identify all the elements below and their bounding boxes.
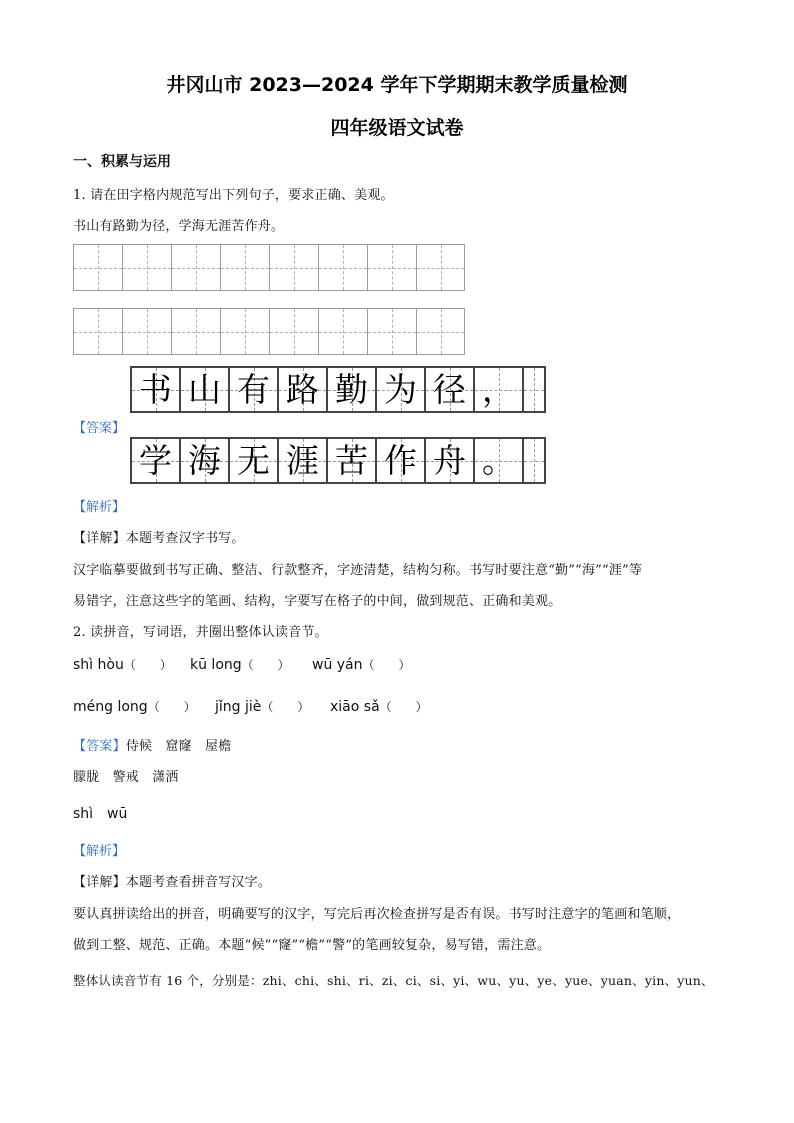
pinyin-item — [312, 656, 411, 673]
answer-cell: 径 — [424, 366, 473, 413]
pinyin-text: xiāo sǎ — [330, 699, 380, 715]
explanation-paragraph: 要认真拼读给出的拼音，明确要写的汉字，写完后再次检查拼写是否有误。书写时注意字的笔画和笔顺， — [73, 907, 681, 922]
grid-cell[interactable] — [367, 308, 416, 355]
grid-cell[interactable] — [122, 308, 171, 355]
answer-cell: 山 — [179, 366, 228, 413]
writing-grid-row-2[interactable] — [73, 308, 465, 355]
grid-cell[interactable] — [318, 308, 367, 355]
answer-cell: 无 — [228, 437, 277, 484]
grid-cell[interactable] — [73, 308, 122, 355]
answer-tag: 【答案】 — [73, 421, 126, 436]
answer-cell — [522, 437, 546, 484]
analysis-tag: 【解析】 — [73, 844, 126, 859]
question-2-prompt: 2. 读拼音，写词语，并圈出整体认读音节。 — [73, 625, 328, 640]
detail-tag: 【详解】 — [73, 875, 126, 890]
grid-cell[interactable] — [122, 244, 171, 291]
grid-cell[interactable] — [269, 244, 318, 291]
grid-cell[interactable] — [171, 308, 220, 355]
answer-cell: ， — [473, 366, 522, 413]
answer-cell: 海 — [179, 437, 228, 484]
grid-cell[interactable] — [269, 308, 318, 355]
answer-cell: 勤 — [326, 366, 375, 413]
answer-blank[interactable]: （ ） — [379, 700, 428, 714]
pinyin-text: wū yán — [312, 657, 363, 673]
pinyin-text: shì hòu — [73, 657, 124, 673]
answer-cell: 舟 — [424, 437, 473, 484]
answer-blank[interactable]: （ ） — [362, 658, 411, 672]
explanation-paragraph: 整体认读音节有 16 个，分别是：zhi、chi、shi、ri、zi、ci、si、yi、wu、yu、ye、yue、yuan、yin、yun、 — [73, 973, 714, 988]
answer-cell: 为 — [375, 366, 424, 413]
pinyin-text: kū long — [190, 657, 242, 673]
explanation-paragraph: 汉字临摹要做到书写正确、整洁、行款整齐，字迹清楚，结构匀称。书写时要注意“勤”“海”“涯”等 — [73, 563, 643, 578]
detail-line — [73, 871, 271, 890]
answer-grid-row-2 — [130, 437, 546, 484]
answer-blank[interactable]: （ ） — [147, 700, 196, 714]
detail-line — [73, 527, 245, 546]
grid-cell[interactable] — [416, 244, 465, 291]
answer-cell: 有 — [228, 366, 277, 413]
writing-grid-row-1[interactable] — [73, 244, 465, 291]
question-1-prompt: 1. 请在田字格内规范写出下列句子，要求正确、美观。 — [73, 188, 394, 203]
answer-blank[interactable]: （ ） — [241, 658, 290, 672]
explanation-paragraph: 易错字，注意这些字的笔画、结构，字要写在格子的中间，做到规范、正确和美观。 — [73, 594, 562, 609]
pinyin-item — [73, 656, 172, 673]
pinyin-text: méng long — [73, 699, 148, 715]
explanation-paragraph: 做到工整、规范、正确。本题“候”“窿”“檐”“警”的笔画较复杂，易写错，需注意。 — [73, 938, 551, 953]
answer-cell: 苦 — [326, 437, 375, 484]
question-1-sentence: 书山有路勤为径，学海无涯苦作舟。 — [73, 219, 285, 234]
section-heading: 一、积累与运用 — [73, 154, 171, 170]
answer-grid-row-1 — [130, 366, 546, 413]
grid-cell[interactable] — [220, 308, 269, 355]
answer-cell: 作 — [375, 437, 424, 484]
pinyin-item — [73, 698, 196, 715]
pinyin-item — [190, 656, 290, 673]
grid-cell[interactable] — [171, 244, 220, 291]
grid-cell[interactable] — [416, 308, 465, 355]
pinyin-text: jǐng jiè — [215, 699, 262, 715]
detail-text: 本题考查汉字书写。 — [125, 531, 245, 546]
answer-line — [73, 735, 231, 754]
pinyin-item — [215, 698, 309, 715]
analysis-tag: 【解析】 — [73, 500, 126, 515]
detail-tag: 【详解】 — [73, 531, 126, 546]
grid-cell[interactable] — [73, 244, 122, 291]
pinyin-item — [330, 698, 428, 715]
page-title: 井冈山市 2023—2024 学年下学期期末教学质量检测 — [166, 74, 628, 96]
answer-blank[interactable]: （ ） — [123, 658, 172, 672]
answer-cell: 路 — [277, 366, 326, 413]
grid-cell[interactable] — [318, 244, 367, 291]
answer-tag: 【答案】 — [73, 739, 126, 754]
answer-cell: 。 — [473, 437, 522, 484]
answer-blank[interactable]: （ ） — [261, 700, 310, 714]
grid-cell[interactable] — [220, 244, 269, 291]
detail-text: 本题考查看拼音写汉字。 — [125, 875, 272, 890]
answer-words: 侍候 窟窿 屋檐 — [125, 739, 232, 754]
answer-words: 朦胧 警戒 潇洒 — [73, 770, 179, 785]
answer-cell: 涯 — [277, 437, 326, 484]
answer-syllables: shì wū — [73, 806, 128, 822]
page-subtitle: 四年级语文试卷 — [330, 117, 464, 139]
answer-cell: 书 — [130, 366, 179, 413]
answer-cell — [522, 366, 546, 413]
grid-cell[interactable] — [367, 244, 416, 291]
answer-cell: 学 — [130, 437, 179, 484]
